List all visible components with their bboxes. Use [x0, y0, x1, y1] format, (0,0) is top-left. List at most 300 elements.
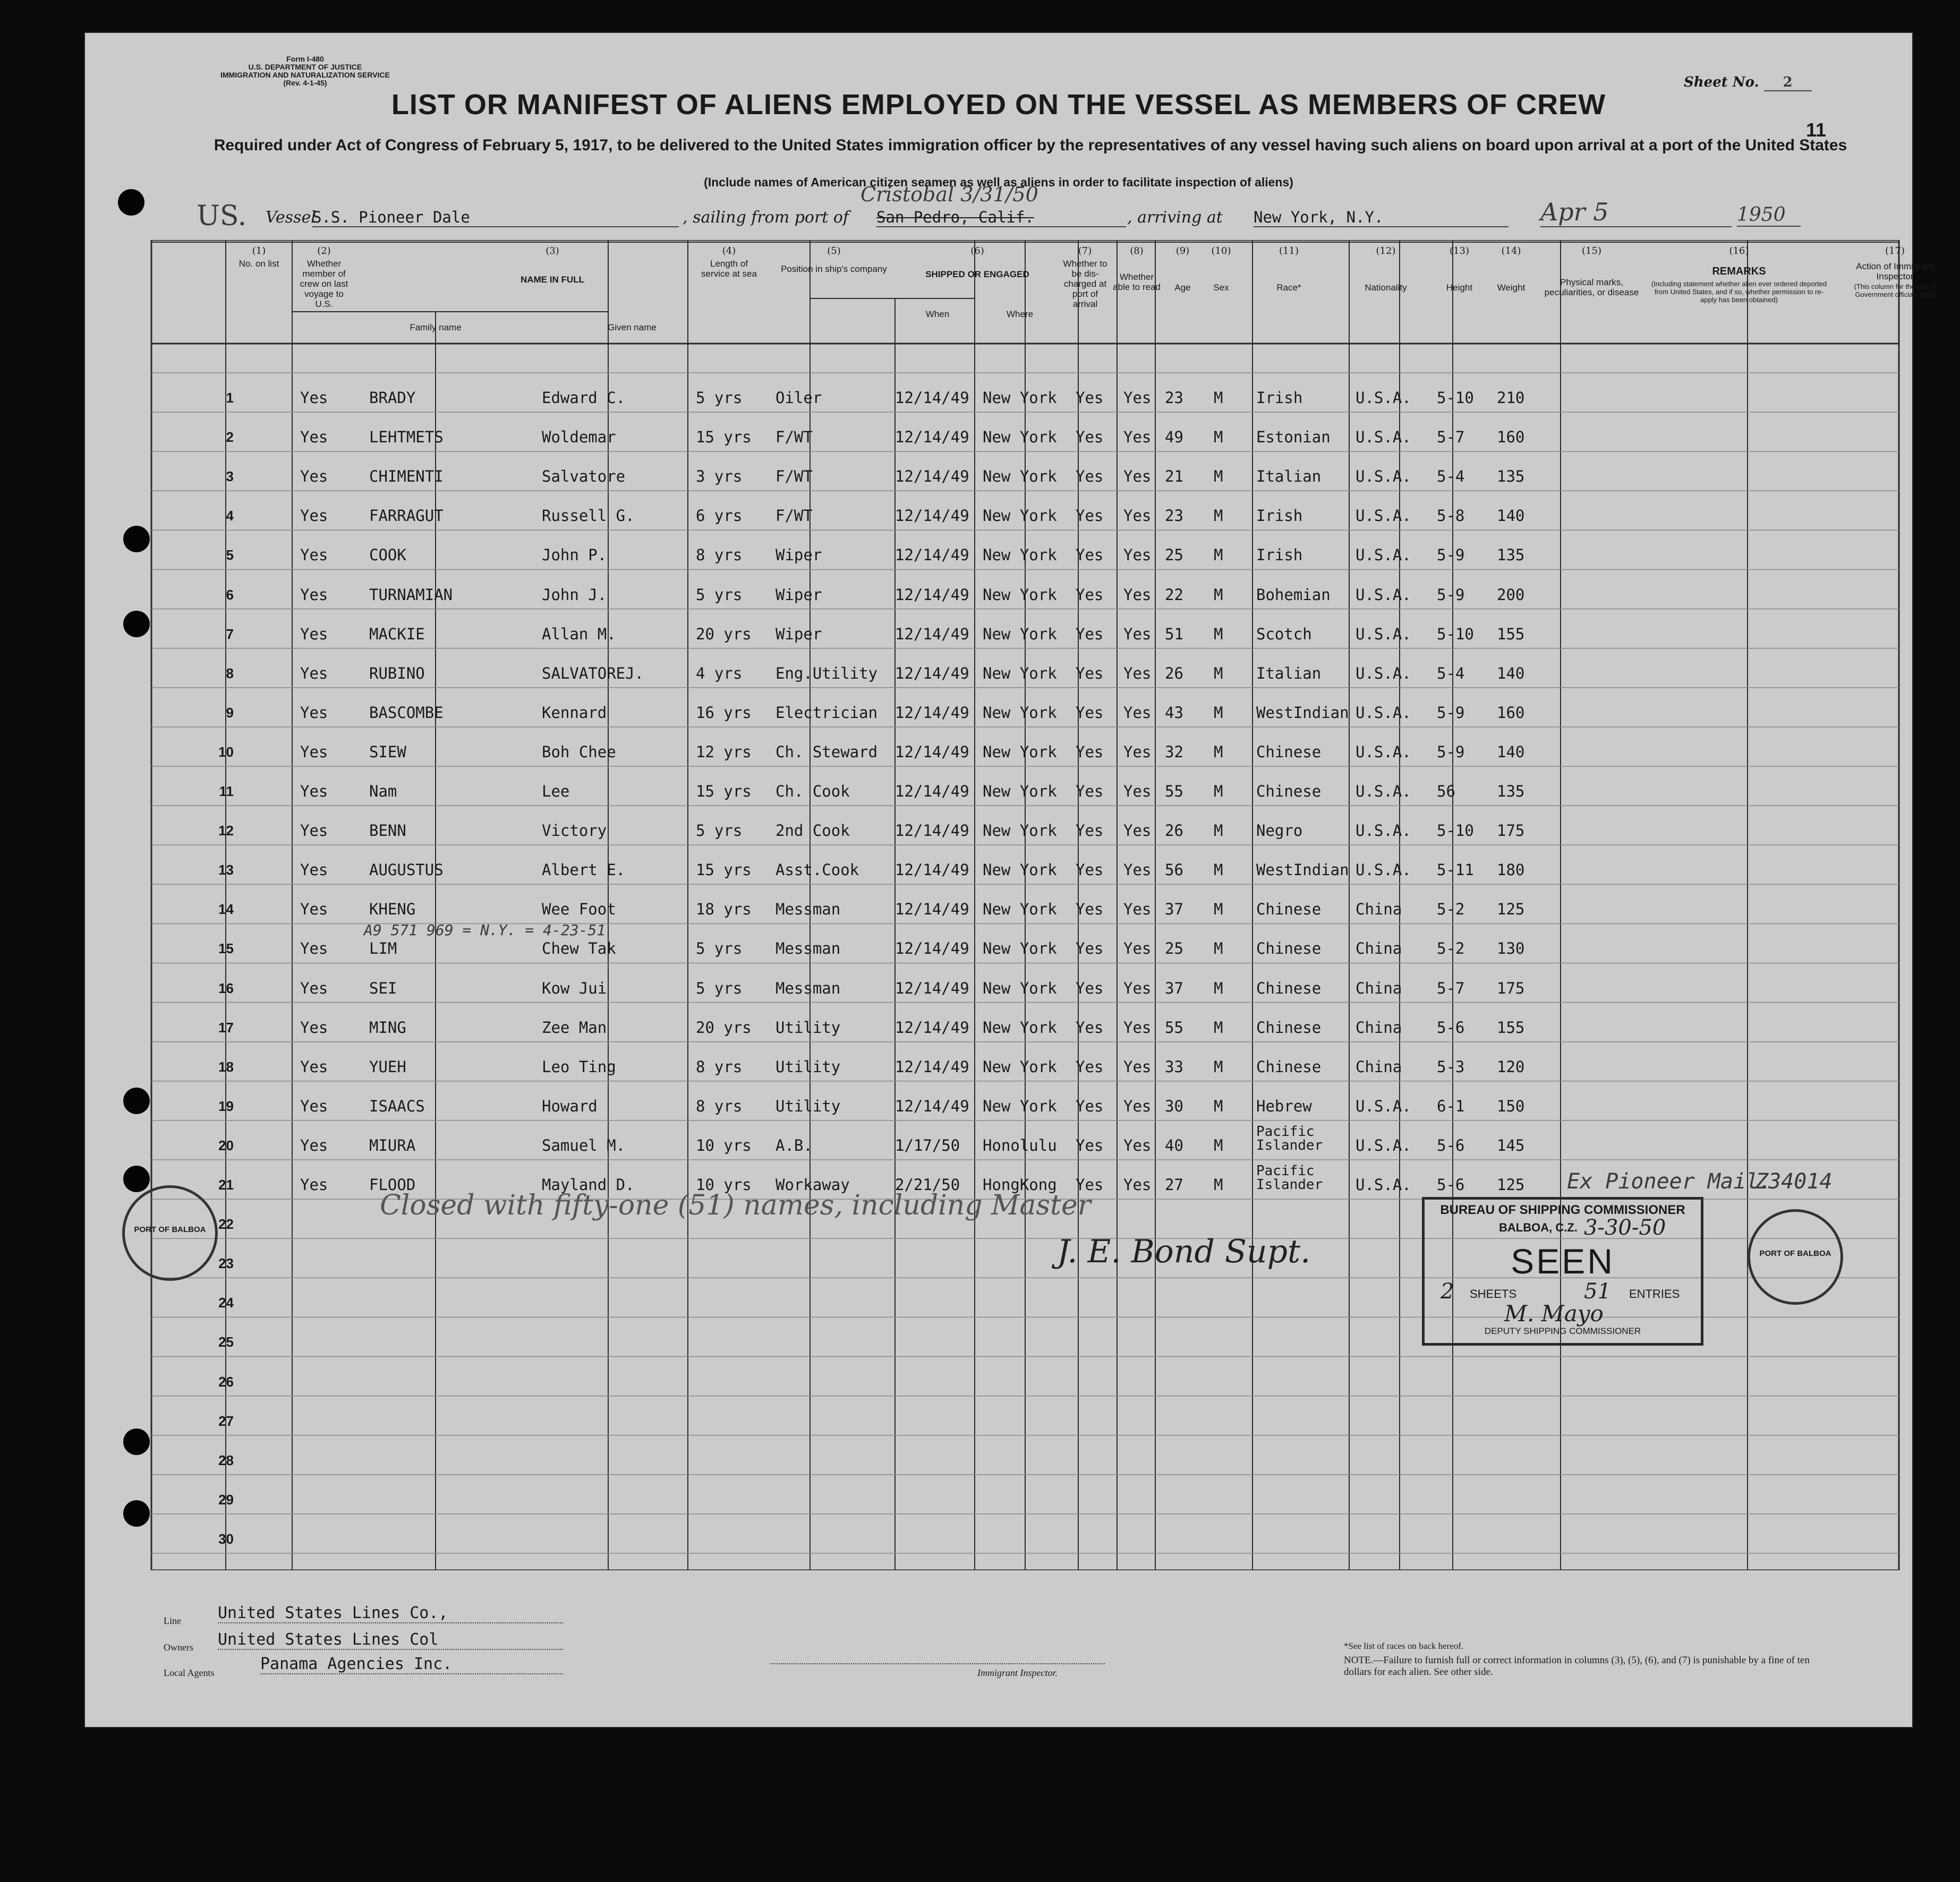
- row-number: 24: [218, 1295, 234, 1311]
- cell-read: Yes: [1123, 979, 1152, 997]
- cell-family: KHENG: [369, 900, 416, 919]
- col-11-label: Race*: [1276, 283, 1301, 293]
- cell-position: Utility: [776, 1057, 841, 1076]
- cell-given: Albert E.: [542, 861, 626, 879]
- footer-agents-label: Local Agents: [164, 1667, 215, 1678]
- col-13-number: (13): [1450, 245, 1469, 256]
- cell-sex: M: [1214, 900, 1223, 919]
- binder-hole: [123, 611, 150, 637]
- cell-nat: U.S.A.: [1356, 742, 1411, 761]
- cell-family: BRADY: [369, 389, 416, 407]
- col-3-given-label: Given name: [608, 322, 657, 332]
- row-number: 11: [219, 783, 234, 799]
- cell-read: Yes: [1123, 467, 1152, 486]
- row-number: 20: [218, 1137, 234, 1153]
- cell-nat: U.S.A.: [1356, 1176, 1411, 1194]
- cell-read: Yes: [1123, 1018, 1152, 1037]
- row-number: 10: [218, 743, 234, 760]
- cell-crew: Yes: [300, 742, 328, 761]
- cell-position: Messman: [776, 939, 841, 958]
- footer-owners-value: United States Lines Col: [218, 1630, 563, 1650]
- cell-where: New York: [983, 507, 1057, 525]
- row-number: 22: [218, 1216, 234, 1233]
- cell-given: John J.: [542, 585, 607, 604]
- cell-given: Mayland D.: [542, 1176, 635, 1194]
- cell-disch: Yes: [1076, 782, 1104, 800]
- cell-nat: U.S.A.: [1356, 1097, 1411, 1115]
- cell-read: Yes: [1123, 585, 1152, 604]
- cell-sex: M: [1214, 1057, 1223, 1076]
- cell-weight: 150: [1497, 1097, 1525, 1115]
- sailing-port-typed: San Pedro, Calif.: [876, 208, 1126, 227]
- row-number: 2: [226, 429, 234, 446]
- cell-race: Italian: [1256, 664, 1322, 682]
- cell-where: New York: [983, 1057, 1057, 1076]
- cell-where: New York: [983, 546, 1057, 564]
- cell-crew: Yes: [300, 467, 328, 486]
- cell-position: 2nd Cook: [776, 822, 850, 840]
- cell-service: 6 yrs: [696, 507, 743, 525]
- arriving-port: New York, N.Y.: [1254, 208, 1509, 227]
- cell-height: 6-1: [1437, 1097, 1465, 1115]
- row-number: 17: [218, 1019, 234, 1036]
- cell-age: 26: [1165, 822, 1183, 840]
- cell-service: 10 yrs: [696, 1176, 752, 1194]
- cell-family: SIEW: [369, 742, 406, 761]
- cell-sex: M: [1214, 1136, 1223, 1154]
- cell-sex: M: [1214, 939, 1223, 958]
- cell-read: Yes: [1123, 861, 1152, 879]
- col-12-label: Nationality: [1365, 283, 1407, 293]
- col-8-number: (8): [1130, 245, 1144, 256]
- cell-when: 12/14/49: [895, 979, 969, 997]
- cell-read: Yes: [1123, 939, 1152, 958]
- cell-family: CHIMENTI: [369, 467, 444, 486]
- cell-sex: M: [1214, 782, 1223, 800]
- cell-disch: Yes: [1076, 900, 1104, 919]
- cell-height: 5-9: [1437, 585, 1465, 604]
- us-mark: US.: [197, 200, 247, 232]
- cell-disch: Yes: [1076, 742, 1104, 761]
- cell-service: 5 yrs: [696, 585, 743, 604]
- cell-where: New York: [983, 1097, 1057, 1115]
- cell-weight: 135: [1497, 546, 1525, 564]
- cell-sex: M: [1214, 664, 1223, 682]
- cell-given: Russell G.: [542, 507, 635, 525]
- cell-sex: M: [1214, 546, 1223, 564]
- row-number: 4: [226, 508, 234, 524]
- cell-race: Irish: [1256, 507, 1303, 525]
- form-revision: (Rev. 4-1-45): [283, 79, 327, 87]
- shipping-commissioner-stamp: [1422, 1197, 1703, 1346]
- row-number: 14: [218, 901, 234, 918]
- cell-height: 5-6: [1437, 1136, 1465, 1154]
- cell-disch: Yes: [1076, 1136, 1104, 1154]
- cell-family: Nam: [369, 782, 397, 800]
- cell-position: Oiler: [776, 389, 822, 407]
- cell-position: Messman: [776, 900, 841, 919]
- col-8-label: Whether able to read: [1113, 272, 1161, 292]
- col-2-label: Whether member of crew on last voyage to U.S.: [300, 259, 348, 309]
- cell-family: RUBINO: [369, 664, 425, 682]
- row-number: 26: [218, 1373, 234, 1390]
- cell-where: New York: [983, 900, 1057, 919]
- cell-height: 5-10: [1437, 822, 1474, 840]
- col-1-number: (1): [252, 245, 266, 256]
- cell-crew: Yes: [300, 979, 328, 997]
- cell-position: F/WT: [776, 428, 813, 447]
- cell-when: 12/14/49: [895, 664, 969, 682]
- cell-service: 16 yrs: [696, 703, 752, 722]
- col-9-label: Age: [1174, 283, 1191, 293]
- cell-family: LIM: [369, 939, 397, 958]
- cell-family: COOK: [369, 546, 406, 564]
- footer-inspector-label: Immigrant Inspector.: [977, 1667, 1058, 1678]
- col-6-where-label: Where: [1006, 309, 1034, 319]
- row-number: 19: [218, 1098, 234, 1114]
- cell-height: 5-9: [1437, 742, 1465, 761]
- cell-read: Yes: [1123, 742, 1152, 761]
- cell-weight: 175: [1497, 979, 1525, 997]
- cell-read: Yes: [1123, 1057, 1152, 1076]
- cell-disch: Yes: [1076, 507, 1104, 525]
- cell-race: WestIndian: [1256, 703, 1349, 722]
- cell-weight: 135: [1497, 467, 1525, 486]
- cell-sex: M: [1214, 822, 1223, 840]
- row-number: 25: [218, 1334, 234, 1350]
- cell-sex: M: [1214, 979, 1223, 997]
- cell-race: Bohemian: [1256, 585, 1331, 604]
- col-3-label: NAME IN FULL: [521, 275, 584, 285]
- form-identifier: [220, 55, 390, 87]
- closing-note: Closed with fifty-one (51) names, including Master: [380, 1190, 1091, 1221]
- cell-family: BENN: [369, 822, 406, 840]
- cell-race: Irish: [1256, 389, 1303, 407]
- cell-nat: U.S.A.: [1356, 625, 1411, 643]
- cell-age: 25: [1165, 939, 1183, 958]
- arriving-label: , arriving at: [1127, 208, 1223, 227]
- cell-race: Irish: [1256, 546, 1303, 564]
- cell-when: 12/14/49: [895, 428, 969, 447]
- cell-nat: U.S.A.: [1356, 861, 1411, 879]
- cell-given: Victory: [542, 822, 607, 840]
- cell-service: 15 yrs: [696, 861, 752, 879]
- cell-family: SEI: [369, 979, 397, 997]
- cell-age: 23: [1165, 389, 1183, 407]
- cell-position: Messman: [776, 979, 841, 997]
- cell-height: 5-9: [1437, 546, 1465, 564]
- binder-hole: [123, 526, 150, 552]
- cell-crew: Yes: [300, 546, 328, 564]
- form-department: U.S. DEPARTMENT OF JUSTICE: [248, 63, 362, 71]
- cell-disch: Yes: [1076, 1018, 1104, 1037]
- col-6-number: (6): [970, 245, 984, 256]
- footer-owners-label: Owners: [164, 1642, 193, 1653]
- cell-given: Kennard: [542, 703, 607, 722]
- vessel-name: S.S. Pioneer Dale: [312, 208, 679, 227]
- binder-hole: [123, 1500, 150, 1527]
- cell-crew: Yes: [300, 939, 328, 958]
- cell-service: 20 yrs: [696, 1018, 752, 1037]
- col-15-label: Physical marks, peculiarities, or disease: [1544, 277, 1639, 297]
- cell-disch: Yes: [1076, 625, 1104, 643]
- cell-crew: Yes: [300, 428, 328, 447]
- superintendent-signature: J. E. Bond Supt.: [1057, 1233, 1311, 1270]
- cell-race: Chinese: [1256, 782, 1322, 800]
- cell-service: 3 yrs: [696, 467, 743, 486]
- cell-height: 5-3: [1437, 1057, 1465, 1076]
- cell-age: 27: [1165, 1176, 1183, 1194]
- col-10-label: Sex: [1213, 283, 1229, 293]
- cell-where: HongKong: [983, 1176, 1057, 1194]
- cell-sex: M: [1214, 1018, 1223, 1037]
- cell-nat: U.S.A.: [1356, 428, 1411, 447]
- cell-family: FARRAGUT: [369, 507, 444, 525]
- row-number: 3: [226, 468, 234, 485]
- row-number: 5: [226, 547, 234, 563]
- cell-age: 51: [1165, 625, 1183, 643]
- cell-nat: China: [1356, 939, 1402, 958]
- port-seal-left: [122, 1185, 218, 1281]
- cell-service: 5 yrs: [696, 979, 743, 997]
- cell-nat: U.S.A.: [1356, 703, 1411, 722]
- cell-given: John P.: [542, 546, 607, 564]
- cell-race: Chinese: [1256, 979, 1322, 997]
- cell-when: 12/14/49: [895, 1057, 969, 1076]
- cell-disch: Yes: [1076, 1057, 1104, 1076]
- cell-height: 5-2: [1437, 900, 1465, 919]
- cell-height: 5-6: [1437, 1176, 1465, 1194]
- cell-race: Estonian: [1256, 428, 1331, 447]
- cell-when: 12/14/49: [895, 939, 969, 958]
- cell-read: Yes: [1123, 546, 1152, 564]
- cell-position: A.B.: [776, 1136, 813, 1154]
- cell-position: Wiper: [776, 546, 822, 564]
- col-16-label: REMARKS: [1712, 266, 1766, 277]
- row-number: 9: [226, 704, 234, 721]
- cell-given: Samuel M.: [542, 1136, 626, 1154]
- cell-age: 25: [1165, 546, 1183, 564]
- cell-weight: 155: [1497, 625, 1525, 643]
- cell-where: New York: [983, 979, 1057, 997]
- cell-disch: Yes: [1076, 979, 1104, 997]
- cell-age: 26: [1165, 664, 1183, 682]
- footer-agents-value: Panama Agencies Inc.: [260, 1655, 563, 1674]
- cell-age: 55: [1165, 1018, 1183, 1037]
- port-seal-right: [1748, 1209, 1843, 1305]
- cell-age: 37: [1165, 979, 1183, 997]
- col-14-label: Weight: [1497, 283, 1526, 293]
- cell-position: Workaway: [776, 1176, 850, 1194]
- cell-given: Boh Chee: [542, 742, 616, 761]
- cell-crew: Yes: [300, 664, 328, 682]
- row-number: 13: [218, 862, 234, 878]
- cell-disch: Yes: [1076, 546, 1104, 564]
- cell-where: New York: [983, 742, 1057, 761]
- cell-family: FLOOD: [369, 1176, 416, 1194]
- col-4-label: Length of service at sea: [701, 259, 757, 279]
- document-subtitle: Required under Act of Congress of February 5, 1917, to be delivered to the United States immigration officer by the representatives of any vessel having such aliens on board upon arrival at a port of the United States: [214, 136, 1847, 154]
- row-number: 18: [218, 1058, 234, 1075]
- cell-family: ISAACS: [369, 1097, 425, 1115]
- cell-service: 5 yrs: [696, 822, 743, 840]
- cell-height: 5-10: [1437, 389, 1474, 407]
- cell-family: LEHTMETS: [369, 428, 444, 447]
- cell-when: 12/14/49: [895, 389, 969, 407]
- cell-race: Pacific Islander: [1256, 1123, 1323, 1153]
- cell-service: 20 yrs: [696, 625, 752, 643]
- cell-position: Ch. Cook: [776, 782, 850, 800]
- row-number: 30: [218, 1530, 234, 1547]
- stamp-location: BALBOA, C.Z.: [1499, 1221, 1578, 1234]
- cell-sex: M: [1214, 1176, 1223, 1194]
- cell-nat: U.S.A.: [1356, 1136, 1411, 1154]
- cell-where: New York: [983, 428, 1057, 447]
- cell-when: 12/14/49: [895, 1097, 969, 1115]
- cell-weight: 160: [1497, 703, 1525, 722]
- col-4-number: (4): [722, 245, 736, 256]
- stamp-signature: M. Mayo: [1504, 1301, 1604, 1327]
- cell-read: Yes: [1123, 822, 1152, 840]
- cell-height: 56: [1437, 782, 1455, 800]
- cell-nat: U.S.A.: [1356, 664, 1411, 682]
- cell-service: 15 yrs: [696, 782, 752, 800]
- col-5-number: (5): [827, 245, 841, 256]
- cell-service: 8 yrs: [696, 1057, 743, 1076]
- cell-read: Yes: [1123, 507, 1152, 525]
- page-number: 11: [1806, 119, 1827, 141]
- cell-given: Kow Jui: [542, 979, 607, 997]
- cell-race: Chinese: [1256, 1018, 1322, 1037]
- cell-race: Hebrew: [1256, 1097, 1312, 1115]
- col-13-label: Height: [1446, 283, 1473, 293]
- cell-remark: Ex Pioneer Mail.: [1567, 1169, 1772, 1194]
- cell-weight: 140: [1497, 742, 1525, 761]
- row-number: 8: [226, 665, 234, 681]
- cell-given: Lee: [542, 782, 570, 800]
- cell-crew: Yes: [300, 822, 328, 840]
- cell-where: New York: [983, 664, 1057, 682]
- cell-service: 8 yrs: [696, 546, 743, 564]
- cell-crew: Yes: [300, 1018, 328, 1037]
- cell-age: 21: [1165, 467, 1183, 486]
- cell-where: New York: [983, 467, 1057, 486]
- binder-hole: [123, 1166, 150, 1192]
- cell-nat: China: [1356, 900, 1402, 919]
- cell-family: YUEH: [369, 1057, 406, 1076]
- stamp-entries-label: ENTRIES: [1629, 1287, 1680, 1301]
- cell-weight: 180: [1497, 861, 1525, 879]
- cell-position: Wiper: [776, 625, 822, 643]
- cell-weight: 135: [1497, 782, 1525, 800]
- cell-nat: China: [1356, 1057, 1402, 1076]
- cell-position: Ch. Steward: [776, 742, 878, 761]
- cell-when: 12/14/49: [895, 585, 969, 604]
- cell-disch: Yes: [1076, 1097, 1104, 1115]
- cell-family: TURNAMIAN: [369, 585, 453, 604]
- cell-position: Utility: [776, 1018, 841, 1037]
- cell-when: 12/14/49: [895, 703, 969, 722]
- cell-race: Italian: [1256, 467, 1322, 486]
- binder-hole: [123, 1088, 150, 1114]
- col-3-family-label: Family name: [410, 322, 462, 332]
- cell-race: Chinese: [1256, 1057, 1322, 1076]
- cell-position: Utility: [776, 1097, 841, 1115]
- cell-nat: U.S.A.: [1356, 467, 1411, 486]
- cell-given: Woldemar: [542, 428, 616, 447]
- cell-race: Chinese: [1256, 742, 1322, 761]
- vessel-label: Vessel: [266, 208, 316, 227]
- cell-when: 12/14/49: [895, 861, 969, 879]
- cell-race: WestIndian: [1256, 861, 1349, 879]
- stamp-date: 3-30-50: [1584, 1216, 1666, 1240]
- cell-read: Yes: [1123, 389, 1152, 407]
- col-6-when-label: When: [925, 309, 950, 319]
- cell-age: 37: [1165, 900, 1183, 919]
- cell-where: New York: [983, 861, 1057, 879]
- manifest-sheet: [85, 33, 1936, 1727]
- col-14-number: (14): [1501, 245, 1521, 256]
- cell-position: Electrician: [776, 703, 878, 722]
- arrival-date: Apr 5: [1540, 198, 1732, 227]
- cell-crew: Yes: [300, 1176, 328, 1194]
- stamp-sheets-label: SHEETS: [1470, 1287, 1517, 1301]
- stamp-entries-count: 51: [1584, 1279, 1611, 1304]
- sailing-label: , sailing from port of: [683, 208, 849, 227]
- inspector-signature-line: [770, 1663, 1105, 1664]
- col-12-number: (12): [1376, 245, 1396, 256]
- cell-crew: Yes: [300, 1136, 328, 1154]
- cell-crew: Yes: [300, 703, 328, 722]
- cell-nat: U.S.A.: [1356, 822, 1411, 840]
- cell-service: 5 yrs: [696, 939, 743, 958]
- cell-given: Edward C.: [542, 389, 626, 407]
- cell-weight: 175: [1497, 822, 1525, 840]
- cell-given: Leo Ting: [542, 1057, 616, 1076]
- cell-disch: Yes: [1076, 585, 1104, 604]
- cell-weight: 125: [1497, 900, 1525, 919]
- document-subtitle-note: (Include names of American citizen seamen as well as aliens in order to facilitate inspection of aliens): [704, 175, 1293, 189]
- cell-sex: M: [1214, 703, 1223, 722]
- cell-sex: M: [1214, 507, 1223, 525]
- cell-when: 12/14/49: [895, 742, 969, 761]
- cell-age: 49: [1165, 428, 1183, 447]
- cell-crew: Yes: [300, 507, 328, 525]
- cell-sex: M: [1214, 467, 1223, 486]
- cell-where: New York: [983, 703, 1057, 722]
- cell-crew: Yes: [300, 585, 328, 604]
- cell-sex: M: [1214, 428, 1223, 447]
- cell-service: 18 yrs: [696, 900, 752, 919]
- col-3-number: (3): [546, 245, 559, 256]
- cell-sex: M: [1214, 625, 1223, 643]
- cell-where: New York: [983, 389, 1057, 407]
- cell-read: Yes: [1123, 1097, 1152, 1115]
- col-17-number: (17): [1885, 245, 1905, 256]
- cell-service: 10 yrs: [696, 1136, 752, 1154]
- cell-read: Yes: [1123, 782, 1152, 800]
- cell-service: 12 yrs: [696, 742, 752, 761]
- cell-weight: 210: [1497, 389, 1525, 407]
- cell-race: Scotch: [1256, 625, 1312, 643]
- cell-where: New York: [983, 822, 1057, 840]
- cell-when: 1/17/50: [895, 1136, 960, 1154]
- cell-family: MING: [369, 1018, 406, 1037]
- cell-race: Chinese: [1256, 900, 1322, 919]
- cell-read: Yes: [1123, 900, 1152, 919]
- cell-weight: 125: [1497, 1176, 1525, 1194]
- col-5-label: Position in ship's company: [781, 264, 887, 274]
